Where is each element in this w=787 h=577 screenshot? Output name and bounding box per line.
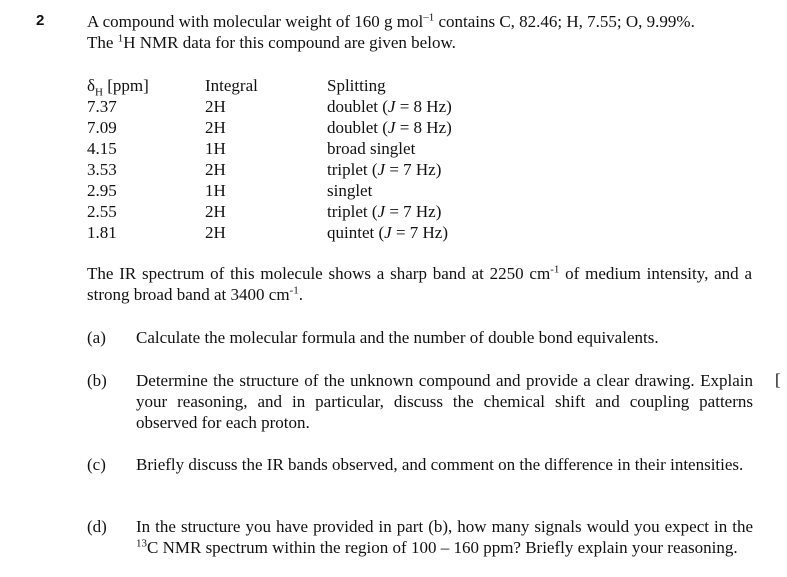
part-label: (a) (87, 328, 106, 347)
shift-value: 2.55 (87, 202, 117, 221)
splitting-value: doublet (J = 8 Hz) (327, 118, 452, 137)
integral-value: 2H (205, 118, 226, 137)
integral-value: 2H (205, 160, 226, 179)
shift-header: $\delta_H$ [ppm] (87, 76, 149, 99)
shift-value: 4.15 (87, 139, 117, 158)
splitting-column (327, 75, 547, 243)
shift-column (87, 75, 197, 243)
splitting-header: Splitting (327, 76, 386, 95)
shift-value: 7.37 (87, 97, 117, 116)
integral-header: Integral (205, 76, 258, 95)
part-text: In the structure you have provided in part (b), how many signals would you expect in the $^{13}$C NMR spectrum within the region of 100 – 160 ppm? Briefly explain your reasoning. (136, 517, 753, 557)
intro-line-2: The $^1$H NMR data for this compound are given below. (87, 32, 456, 52)
part-label: (c) (87, 455, 106, 474)
question-intro (87, 11, 767, 53)
shift-value: 3.53 (87, 160, 117, 179)
integral-value: 2H (205, 202, 226, 221)
part-label: (d) (87, 517, 107, 536)
shift-value: 7.09 (87, 118, 117, 137)
shift-value: 1.81 (87, 223, 117, 242)
integral-value: 1H (205, 181, 226, 200)
splitting-value: broad singlet (327, 139, 416, 158)
part-text: Briefly discuss the IR bands observed, and comment on the difference in their intensities. (136, 455, 744, 474)
shift-value: 2.95 (87, 181, 117, 200)
ir-spectrum-paragraph: The IR spectrum of this molecule shows a sharp band at 2250 $cm^{-1}$ of medium intensity, and a strong broad band at 3400 $cm^{-1}$. (87, 263, 753, 304)
integral-value: 2H (205, 223, 226, 242)
integral-value: 2H (205, 97, 226, 116)
splitting-value: triplet (J = 7 Hz) (327, 202, 442, 221)
intro-line-1: A compound with molecular weight of 160 g mol$^{-1}$ contains C, 82.46; H, 7.55; O, 9.99%. (87, 11, 695, 31)
part-text: Determine the structure of the unknown compound and provide a clear drawing. Explain your reasoning, and in particular, discuss the chemical shift and coupling patterns observed for each proton. (136, 371, 753, 432)
integral-value: 1H (205, 139, 226, 158)
margin-bracket: [ (775, 370, 781, 389)
splitting-value: quintet (J = 7 Hz) (327, 223, 449, 242)
integral-column (205, 75, 315, 243)
splitting-value: doublet (J = 8 Hz) (327, 97, 452, 116)
splitting-value: triplet (J = 7 Hz) (327, 160, 442, 179)
part-text: Calculate the molecular formula and the number of double bond equivalents. (136, 328, 659, 347)
splitting-value: singlet (327, 181, 373, 200)
part-label: (b) (87, 371, 107, 390)
question-number: 2 (36, 12, 45, 29)
